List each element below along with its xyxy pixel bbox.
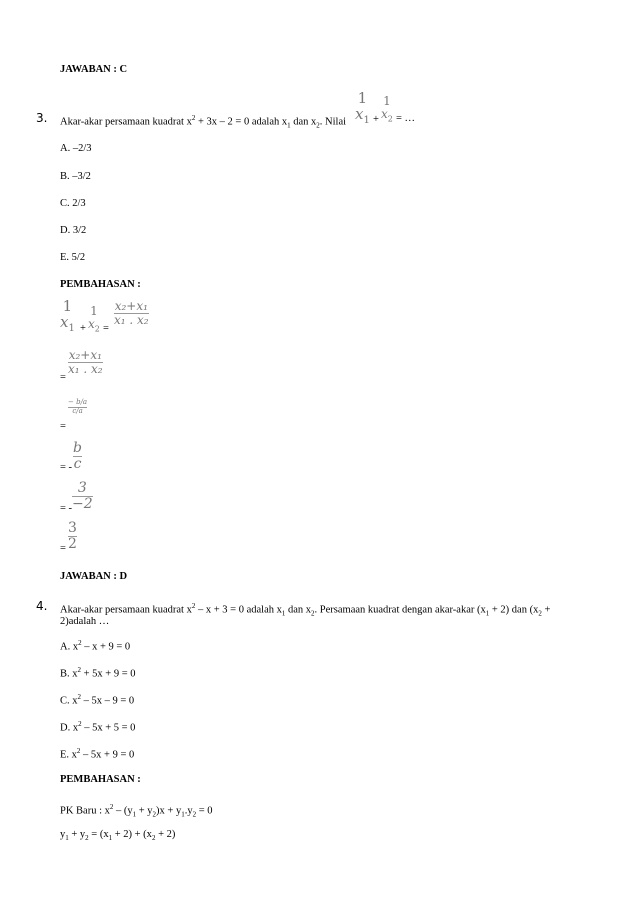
question-3-fraction-1: 1 $x_1$ [355,89,370,126]
sum-of-roots-line: $y_1 + y_2 = (x_1 + 2) + (x_2 + 2)$ [60,829,176,843]
step-4-equals: = - [60,462,73,473]
question-4-option-b: B. $x^2 + 5x + 9 = 0$ [60,666,136,680]
question-4-option-a: A. $x^2 - x + 9 = 0$ [60,639,131,653]
question-4-text-line-2: 2)adalah … [60,616,110,627]
step-3-fraction: $\frac{- b/a}{c/a}$ [68,398,88,415]
question-3-tail: = … [396,113,416,124]
question-4-number: 4. [36,599,48,613]
step-5-fraction: $\frac{3}{-2}$ [72,480,93,512]
question-4-option-d: D. $x^2 - 5x + 5 = 0$ [60,720,136,734]
question-3-option-a: A. –2/3 [60,143,92,154]
question-3-pembahasan-heading: PEMBAHASAN : [60,279,141,290]
previous-answer: JAWABAN : C [60,64,128,75]
step-1-fraction-b: 1 $x_2$ [88,304,100,333]
question-3-option-e: E. 5/2 [60,252,86,263]
step-1-fraction-a: 1 $x_1$ [60,297,75,334]
question-3-option-d: D. 3/2 [60,225,87,236]
question-4-pembahasan-heading: PEMBAHASAN : [60,774,141,785]
question-3-option-c: C. 2/3 [60,198,86,209]
step-6-fraction: $\frac{3}{2}$ [68,520,77,552]
question-4-option-c: C. $x^2 - 5x - 9 = 0$ [60,693,135,707]
pk-baru-line: PK Baru : $x^2 - (y_1 + y_2)x + y_1.y_2 = 0$ [60,803,213,819]
step-1-equals: = [103,323,109,334]
question-3-fraction-2: 1 $x_2$ [381,94,393,123]
question-4-text-line-1: Akar-akar persamaan kuadrat $x^2 - x + 3 = 0$ adalah $x_1$ dan $x_2$. Persamaan kuadrat dengan akar-akar $(x_1 + 2)$ dan ($x_2$ + [60,602,551,618]
step-6-equals: = [60,543,66,554]
step-5-equals: = - [60,503,73,514]
question-3-number: 3. [36,111,48,125]
step-2-equals: = [60,372,66,383]
step-2-fraction: $\frac{\text{x₂+x₁}}{\text{x₁ . x₂}}$ [68,348,103,376]
question-4-option-e: E. $x^2 - 5x + 9 = 0$ [60,747,135,761]
step-1-plus: + [80,323,86,334]
step-4-fraction: $\frac{b}{c}$ [73,440,82,472]
question-3-option-b: B. –3/2 [60,171,91,182]
question-3-text: Akar-akar persamaan kuadrat $x^2 + 3x - 2 = 0$ adalah $x_1$ dan $x_2$. Nilai [60,114,347,130]
step-1-fraction-c: $\frac{\text{x₂+x₁}}{\text{x₁ . x₂}}$ [114,299,149,327]
step-3-equals: = [60,421,66,432]
question-3-answer: JAWABAN : D [60,571,128,582]
question-3-plus: + [373,114,379,125]
